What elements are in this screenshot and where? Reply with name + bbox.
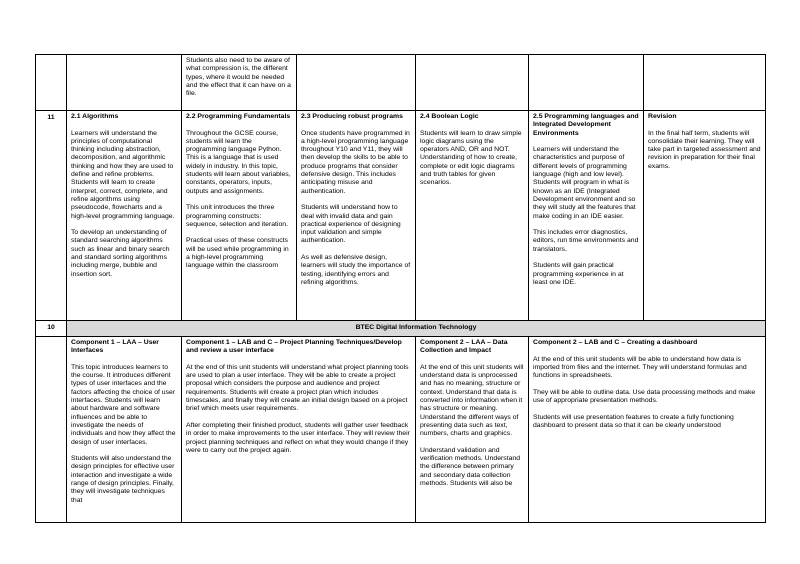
- topic-title: Component 1 – LAB and C – Project Planning Techniques/Develop and review a user interface: [186, 339, 402, 355]
- table-row-year-10: [36, 337, 766, 523]
- topic-text: At the end of this unit students will understand what project planning tools are used to plan a user interface. They will be able to create a project proposal which considers the purpose and audience and project requirements. Students will create a project plan which includes timescales, and finally they will create an initial design based on a project brief which meets user requirements.: [186, 363, 409, 413]
- topic-text: After completing their finished product, students will gather user feedback in order to make improvements to the user interface. They will review their project planning techniques and reflect on what they would change if they were to carry out the project again.: [186, 421, 410, 454]
- cell-user-interfaces: [67, 337, 182, 523]
- topic-text: To develop an understanding of standard searching algorithms such as linear and binary search and standard sorting algorithms including merge, bubble and insertion sort.: [71, 229, 170, 278]
- topic-title: Component 2 – LAA – Data Collection and Impact: [420, 339, 508, 355]
- topic-text: As well as defensive design, learners will study the importance of testing, identifying errors and refining algorithms.: [301, 254, 411, 286]
- topic-title: 2.4 Boolean Logic: [420, 113, 479, 120]
- topic-title: 2.1 Algorithms: [71, 113, 119, 120]
- topic-text: At the end of this unit students will be able to understand how data is imported from files and the internet. They will understand formulas and functions in spreadsheets.: [533, 355, 747, 380]
- topic-title: Revision: [648, 113, 677, 120]
- cell-empty: [36, 55, 67, 111]
- cell-programming-languages: [529, 111, 644, 321]
- cell-algorithms: [67, 111, 182, 321]
- topic-text: In the final half term, students will consolidate their learning. They will take part in targeted assessment and revision in preparation for their final exams.: [648, 129, 761, 170]
- table-row-continuation: [36, 55, 766, 111]
- topic-title: 2.5 Programming languages and Integrated Development Environments: [533, 113, 639, 137]
- topic-title: 2.2 Programming Fundamentals: [186, 113, 291, 120]
- cell-empty: [529, 55, 644, 111]
- topic-text: At the end of this unit students will understand data is unprocessed and has no meaning, structure or context. Understand that data is converted into information when it has structure or meaning. Understand the different ways of presenting data such as text, numbers, charts and graphics.: [420, 363, 524, 438]
- cell-empty: [644, 55, 766, 111]
- topic-text: Students will use presentation features to create a fully functioning dashboard to present data so that it can be clearly understood: [533, 413, 734, 429]
- curriculum-table: [35, 54, 766, 523]
- topic-text: They will be able to outline data. Use data processing methods and make use of appropriate presentation methods.: [533, 388, 756, 405]
- cell-data-collection: [416, 337, 529, 523]
- table-row-year-11: [36, 111, 766, 321]
- topic-text: Learners will understand the characteristics and purpose of different levels of programming language (high and low level). Students will program in what is known as an IDE (Integrated Development environment and so they will study all the features that make coding in an IDE easier.: [533, 146, 636, 220]
- cell-empty: [416, 55, 529, 111]
- table-row-year-10-heading: [36, 321, 766, 337]
- topic-title: 2.3 Producing robust programs: [301, 113, 403, 120]
- cell-empty: [36, 337, 67, 523]
- cell-boolean-logic: [416, 111, 529, 321]
- year-number: 11: [36, 111, 67, 321]
- cell-empty: [297, 55, 416, 111]
- cell-creating-dashboard: [529, 337, 766, 523]
- topic-text: Students will also understand the design principles for effective user interaction and investigate a wide range of design principles. Finally, they will investigate techniques that: [71, 455, 175, 504]
- compression-text: Students also need to be aware of what compression is, the different types, where it would be needed and the effect that it can have on a file.: [186, 57, 291, 98]
- topic-text: Students will learn to draw simple logic diagrams using the operators AND, OR and NOT. Understanding of how to create, complete or edit logic diagrams and truth tables for given scenarios.: [420, 129, 522, 187]
- course-band-title: BTEC Digital Information Technology: [67, 321, 766, 337]
- cell-programming-fundamentals: [182, 111, 297, 321]
- topic-title: Component 1 – LAA – User Interfaces: [71, 339, 159, 355]
- topic-text: Learners will understand the principles of computational thinking including abstraction, decomposition, and algorithmic thinking and how they are used to define and refine problems. Students will learn to create interpret, correct, complete, and refine algorithms using pseudocode, flowcharts and a high-level programming language.: [71, 129, 175, 220]
- compression-cell: [182, 55, 297, 111]
- topic-title: Component 2 – LAB and C – Creating a dashboard: [533, 339, 698, 346]
- topic-text: This unit introduces the three programming constructs: sequence, selection and iteration.: [186, 204, 288, 228]
- topic-text: This includes error diagnostics, editors, run time environments and translators.: [533, 229, 639, 253]
- topic-text: Throughout the GCSE course, students will learn the programming language Python. This is a language that is used widely in industry. In this topic, students will learn about variables, constants, operators, inputs, outputs and assignments.: [186, 129, 291, 195]
- topic-text: Students will gain practical programming experience in at least one IDE.: [533, 262, 624, 286]
- cell-revision: [644, 111, 766, 321]
- topic-text: Practical uses of these constructs will be used while programming in a high-level programming language within the classroom: [186, 237, 289, 270]
- year-number: 10: [36, 321, 67, 337]
- cell-project-planning: [182, 337, 416, 523]
- cell-empty: [67, 55, 182, 111]
- topic-text: Once students have programmed in a high-level programming language throughout Y10 and Y11, they will then develop the skills to be able to produce programs that consider defensive design. This includes anticipating misuse and authentication.: [301, 129, 410, 195]
- topic-text: Understand validation and verification methods. Understand the difference between primary and secondary data collection methods. Students will also be: [420, 446, 521, 488]
- cell-content: [301, 113, 411, 317]
- topic-text: This topic introduces learners to the course. It introduces different types of user interfaces and the factors affecting the choice of user interfaces. Students will learn about hardware and software influences and be able to investigate the needs of individuals and how they affect the design of user interfaces.: [71, 363, 176, 446]
- cell-robust-programs: [297, 111, 416, 321]
- topic-text: Students will understand how to deal with invalid data and gain practical experience of designing input validation and simple authentication.: [301, 204, 401, 245]
